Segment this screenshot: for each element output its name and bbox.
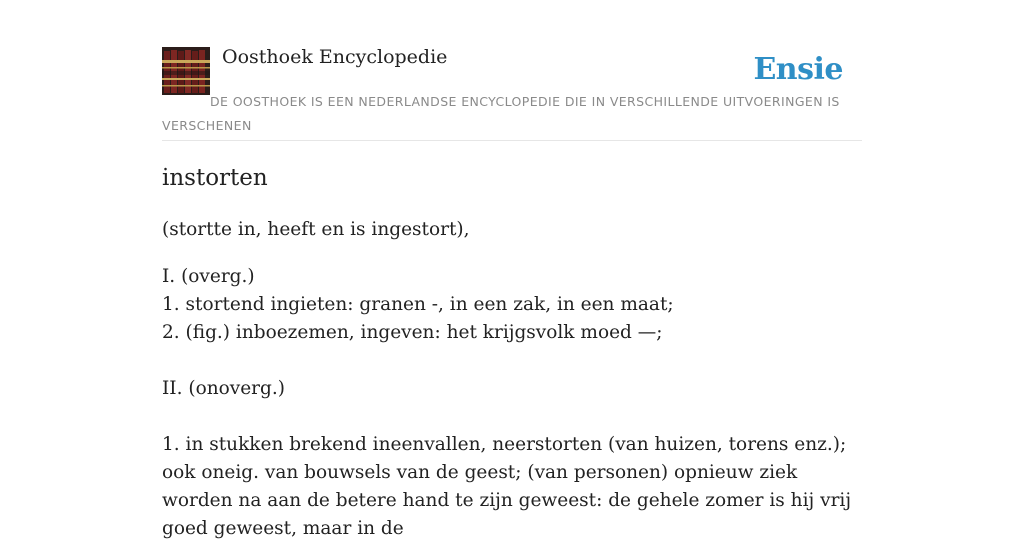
publication-tagline: DE OOSTHOEK IS EEN NEDERLANDSE ENCYCLOPEDIE DIE IN VERSCHILLENDE UITVOERINGEN IS VERSCHENEN: [162, 94, 840, 133]
page-container: [162, 0, 862, 539]
intransitive-label: II. (onoverg.): [162, 378, 285, 399]
entry-body: [162, 216, 862, 543]
transitive-sense-1: 1. stortend ingieten: granen -, in een zak, in een maat;: [162, 294, 674, 315]
encyclopedia-books-icon: [162, 47, 210, 95]
site-header: [162, 0, 862, 141]
publication-name-link[interactable]: Oosthoek Encyclopedie: [222, 46, 448, 68]
transitive-sense-2: 2. (fig.) inboezemen, ingeven: het krijgsvolk moed —;: [162, 322, 663, 343]
publication-avatar[interactable]: [162, 47, 210, 95]
intransitive-sense-1: 1. in stukken brekend ineenvallen, neerstorten (van huizen, torens enz.); ook oneig. van bouwsels van de geest; (van personen) opnieuw ziek worden na aan de betere hand te zijn geweest: de gehele zomer is hij vrij goed geweest, maar in de: [162, 434, 852, 539]
spacer: [162, 403, 862, 431]
ensie-logo-link[interactable]: Ensie: [753, 52, 843, 87]
transitive-label: I. (overg.): [162, 266, 255, 287]
transitive-senses: [162, 263, 862, 543]
entry-title: instorten: [162, 165, 268, 191]
entry-content: [162, 160, 862, 543]
entry-grammar: (stortte in, heeft en is ingestort),: [162, 219, 470, 240]
spacer: [162, 347, 862, 375]
